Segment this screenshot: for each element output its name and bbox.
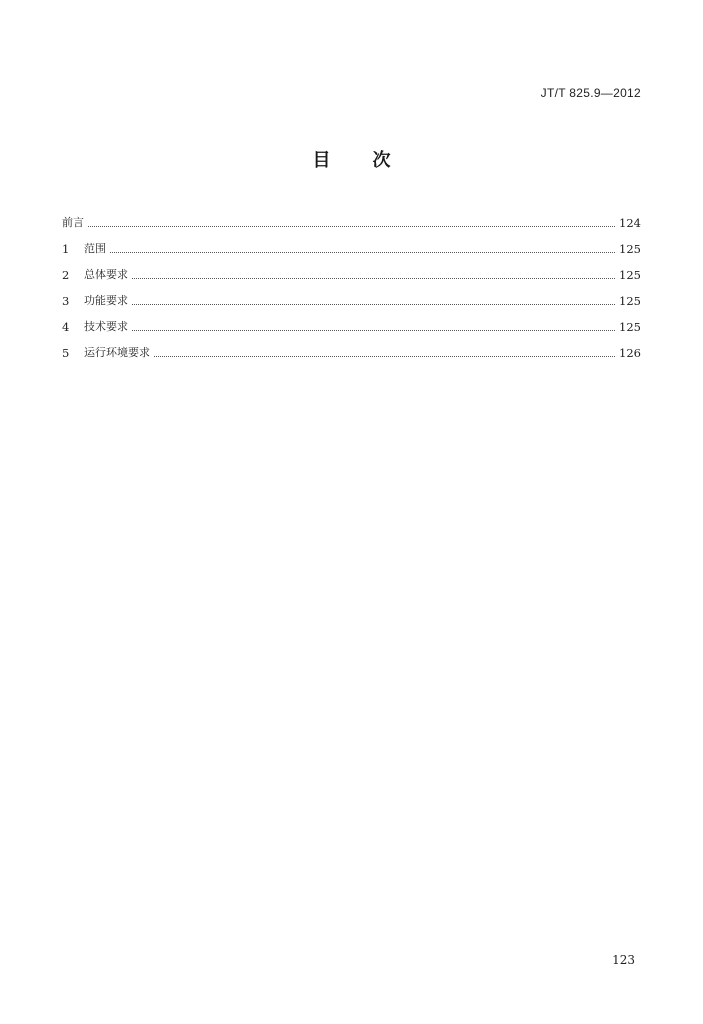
toc-item-foreword[interactable]	[62, 205, 641, 231]
page-title: 目次	[312, 150, 433, 171]
dot-leader	[88, 226, 615, 227]
page-number: 123	[612, 953, 635, 967]
toc-item-page: 124	[619, 216, 641, 230]
dot-leader	[132, 330, 615, 331]
table-of-contents	[62, 205, 641, 361]
toc-item-number: 2	[62, 268, 70, 282]
toc-item-page: 125	[619, 320, 641, 334]
toc-item-page: 125	[619, 242, 641, 256]
dot-leader	[132, 304, 615, 305]
toc-item-label: 运行环境要求	[84, 346, 150, 359]
toc-item-label: 功能要求	[84, 294, 128, 307]
toc-item-functional-requirements[interactable]	[62, 283, 641, 309]
dot-leader	[132, 278, 615, 279]
toc-item-label: 技术要求	[84, 320, 128, 333]
toc-item-general-requirements[interactable]	[62, 257, 641, 283]
toc-item-technical-requirements[interactable]	[62, 309, 641, 335]
standard-code: JT/T 825.9—2012	[540, 86, 641, 100]
toc-item-label: 范围	[84, 242, 106, 255]
toc-item-page: 125	[619, 268, 641, 282]
toc-item-page: 126	[619, 346, 641, 360]
toc-item-operating-environment[interactable]	[62, 335, 641, 361]
toc-item-number: 5	[62, 346, 70, 360]
toc-item-page: 125	[619, 294, 641, 308]
toc-item-scope[interactable]	[62, 231, 641, 257]
dot-leader	[110, 252, 615, 253]
dot-leader	[154, 356, 615, 357]
toc-item-label: 前言	[62, 216, 84, 229]
toc-item-number: 4	[62, 320, 70, 334]
toc-item-number: 1	[62, 242, 70, 256]
toc-item-label: 总体要求	[84, 268, 128, 281]
toc-item-number: 3	[62, 294, 70, 308]
